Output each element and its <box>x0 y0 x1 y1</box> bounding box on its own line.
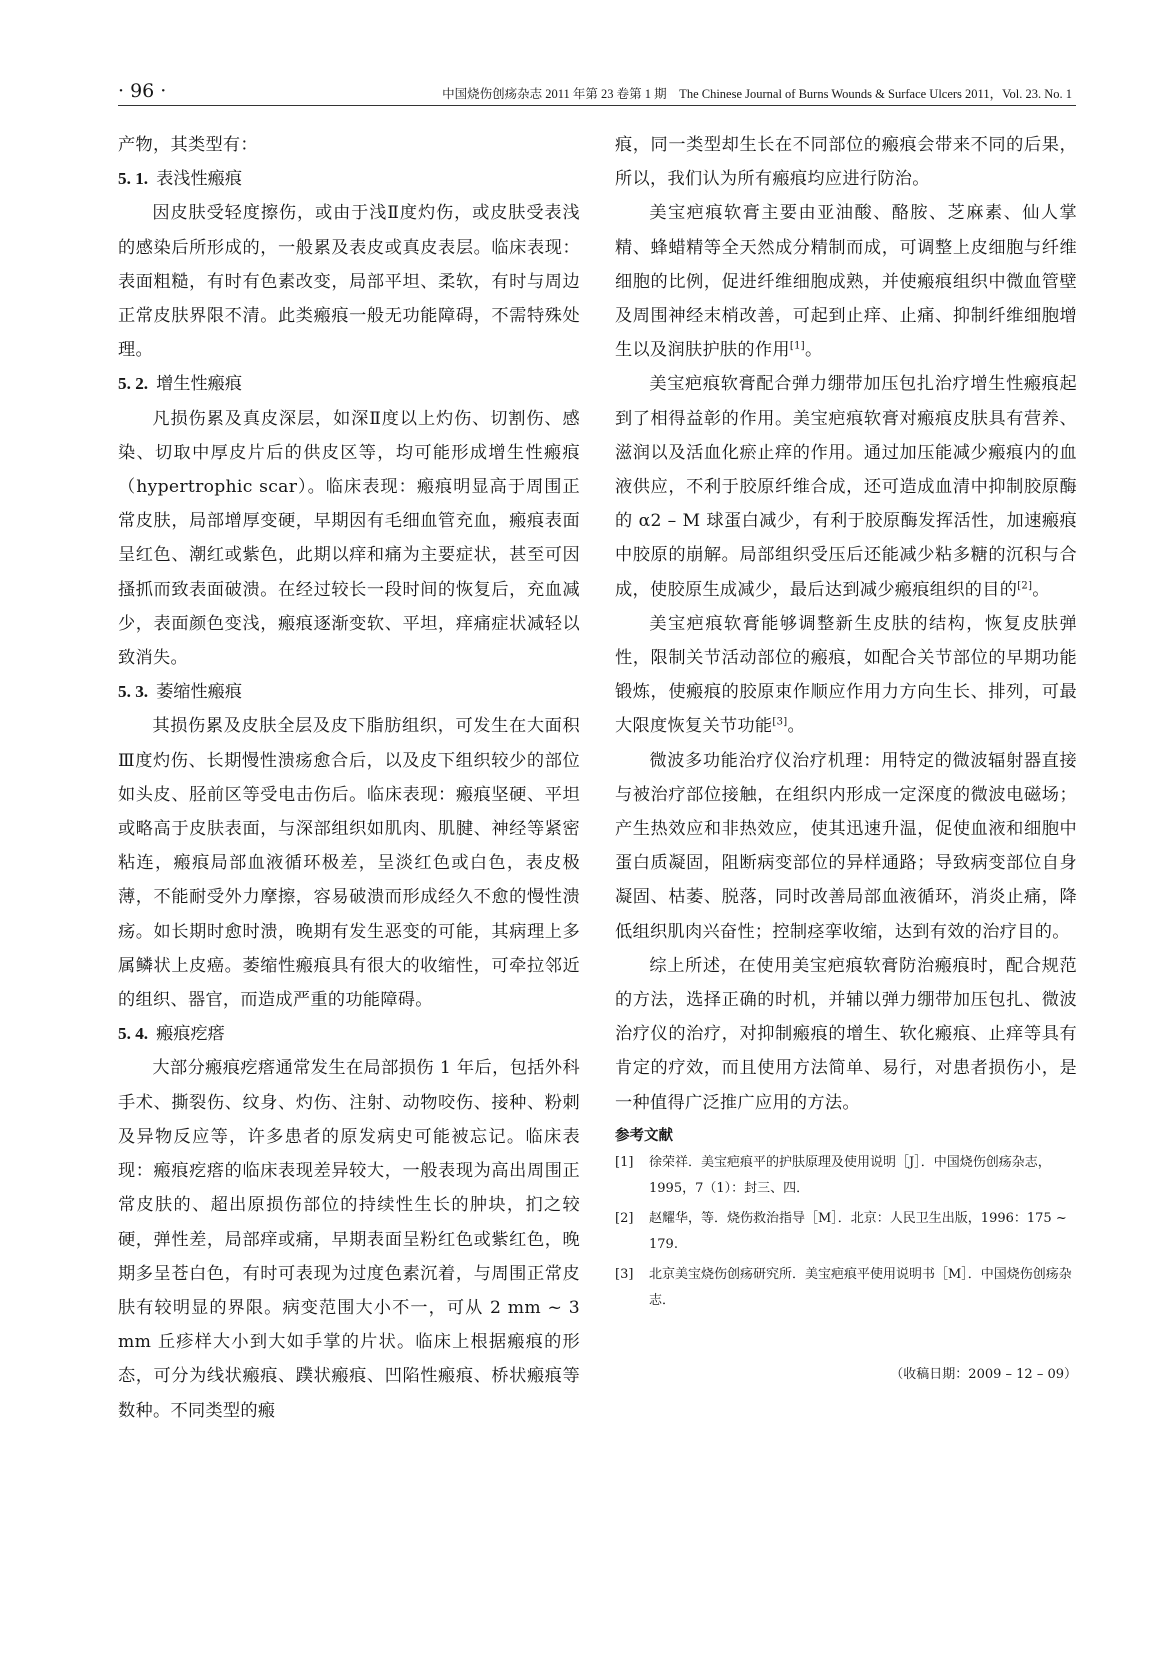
section-title: 萎缩性瘢痕 <box>156 682 243 703</box>
reference-text: 北京美宝烧伤创疡研究所．美宝疤痕平使用说明书［M］．中国烧伤创疡杂志． <box>649 1266 1072 1308</box>
section-heading <box>118 367 580 401</box>
received-date: （收稿日期：2009 – 12 – 09） <box>890 1366 1077 1382</box>
running-title: 中国烧伤创疡杂志 2011 年第 23 卷第 1 期 The Chinese Journal of Burns Wounds & Surface Ulcers 2011，Vol. 23. No. 1 <box>442 87 1072 101</box>
references-heading: 参考文献 <box>615 1126 673 1144</box>
reference-text: 赵耀华，等．烧伤救治指导［M］．北京：人民卫生出版，1996：175 ~ 179. <box>649 1210 1067 1252</box>
paragraph: 产物，其类型有： <box>118 135 258 155</box>
paragraph: 大部分瘢痕疙瘩通常发生在局部损伤 1 年后，包括外科手术、撕裂伤、纹身、灼伤、注射、动物咬伤、接种、粉刺及异物反应等，许多患者的原发病史可能被忘记。临床表现：瘢痕疙瘩的临床表现差异较大，一般表现为高出周围正常皮肤的、超出原损伤部位的持续性生长的肿块，扪之较硬，弹性差，局部痒或痛，早期表面呈粉红色或紫红色，晚期多呈苍白色，有时可表现为过度色素沉着，与周围正常皮肤有较明显的界限。病变范围大小不一，可从 2 mm ~ 3 mm 丘疹样大小到大如手掌的片状。临床上根据瘢痕的形态，可分为线状瘢痕、蹼状瘢痕、凹陷性瘢痕、桥状瘢痕等数种。不同类型的瘢 <box>118 1058 580 1421</box>
section-number: 5. 3. <box>118 682 149 702</box>
paragraph: 综上所述，在使用美宝疤痕软膏防治瘢痕时，配合规范的方法，选择正确的时机，并辅以弹力绷带加压包扎、微波治疗仪的治疗，对抑制瘢痕的增生、软化瘢痕、止痒等具有肯定的疗效，而且使用方法简单、易行，对患者损伤小，是一种值得广泛推广应用的方法。 <box>615 955 1077 1113</box>
paragraph <box>615 367 1077 606</box>
reference-number: [3] <box>615 1266 634 1282</box>
reference-item <box>615 1262 1077 1314</box>
paragraph <box>615 607 1077 744</box>
reference-number: [1] <box>615 1154 634 1170</box>
paragraph: 微波多功能治疗仪治疗机理：用特定的微波辐射器直接与被治疗部位接触，在组织内形成一定深度的微波电磁场；产生热效应和非热效应，使其迅速升温，促使血液和细胞中蛋白质凝固，阻断病变部位的异样通路；导致病变部位自身凝固、枯萎、脱落，同时改善局部血液循环，消炎止痛，降低组织肌肉兴奋性；控制痉挛收缩，达到有效的治疗目的。 <box>615 750 1077 942</box>
paragraph-text: 美宝疤痕软膏主要由亚油酸、酪胺、芝麻素、仙人掌精、蜂蜡精等全天然成分精制而成，可调整上皮细胞与纤维细胞的比例，促进纤维细胞成熟，并使瘢痕组织中微血管壁及周围神经末梢改善，可起到止痒、止痛、抑制纤维细胞增生以及润肤护肤的作用 <box>615 203 1077 361</box>
paragraph-text: 美宝疤痕软膏能够调整新生皮肤的结构，恢复皮肤弹性，限制关节活动部位的瘢痕，如配合关节部位的早期功能锻炼，使瘢痕的胶原束作顺应作用力方向生长、排列，可最大限度恢复关节功能 <box>615 613 1077 737</box>
section-number: 5. 4. <box>118 1024 149 1044</box>
section-heading <box>118 1017 580 1051</box>
section-title: 增生性瘢痕 <box>156 374 243 395</box>
page-number: · 96 · <box>118 80 167 102</box>
header-rule <box>118 105 1076 106</box>
section-heading <box>118 162 580 196</box>
paragraph: 痕，同一类型却生长在不同部位的瘢痕会带来不同的后果，所以，我们认为所有瘢痕均应进行防治。 <box>615 135 1077 190</box>
paragraph: 因皮肤受轻度擦伤，或由于浅Ⅱ度灼伤，或皮肤受表浅的感染后所形成的，一般累及表皮或真皮表层。临床表现：表面粗糙，有时有色素改变，局部平坦、柔软，有时与周边正常皮肤界限不清。此类瘢痕一般无功能障碍，不需特殊处理。 <box>118 203 580 361</box>
paragraph-end: 。 <box>787 716 805 737</box>
section-title: 表浅性瘢痕 <box>156 169 243 190</box>
right-column <box>615 128 1077 1388</box>
section-title: 瘢痕疙瘩 <box>156 1024 225 1045</box>
reference-item <box>615 1206 1077 1258</box>
section-number: 5. 2. <box>118 374 149 394</box>
reference-number: [2] <box>615 1210 634 1226</box>
citation: [1] <box>789 340 805 352</box>
reference-text: 徐荣祥．美宝疤痕平的护肤原理及使用说明［J］．中国烧伤创疡杂志，1995，7（1）：封三、四． <box>649 1154 1051 1196</box>
page-header <box>118 80 1072 108</box>
reference-item <box>615 1150 1077 1202</box>
citation: [2] <box>1017 579 1033 591</box>
paragraph-end: 。 <box>1032 579 1050 600</box>
paragraph-end: 。 <box>804 340 823 361</box>
paragraph <box>615 196 1077 367</box>
paragraph: 其损伤累及皮肤全层及皮下脂肪组织，可发生在大面积Ⅲ度灼伤、长期慢性溃疡愈合后，以及皮下组织较少的部位如头皮、胫前区等受电击伤后。临床表现：瘢痕坚硬、平坦或略高于皮肤表面，与深部组织如肌肉、肌腱、神经等紧密粘连，瘢痕局部血液循环极差，呈淡红色或白色，表皮极薄，不能耐受外力摩擦，容易破溃而形成经久不愈的慢性溃疡。如长期时愈时溃，晚期有发生恶变的可能，其病理上多属鳞状上皮癌。萎缩性瘢痕具有很大的收缩性，可牵拉邻近的组织、器官，而造成严重的功能障碍。 <box>118 716 580 1011</box>
section-heading <box>118 675 580 709</box>
section-number: 5. 1. <box>118 169 149 189</box>
left-column <box>118 128 580 1428</box>
paragraph: 凡损伤累及真皮深层，如深Ⅱ度以上灼伤、切割伤、感染、切取中厚皮片后的供皮区等，均可能形成增生性瘢痕（hypertrophic scar）。临床表现：瘢痕明显高于周围正常皮肤，局部增厚变硬，早期因有毛细血管充血，瘢痕表面呈红色、潮红或紫色，此期以痒和痛为主要症状，甚至可因搔抓而致表面破溃。在经过较长一段时间的恢复后，充血减少，表面颜色变浅，瘢痕逐渐变软、平坦，痒痛症状减轻以致消失。 <box>118 408 580 669</box>
citation: [3] <box>772 716 788 728</box>
paragraph-text: 美宝疤痕软膏配合弹力绷带加压包扎治疗增生性瘢痕起到了相得益彰的作用。美宝疤痕软膏对瘢痕皮肤具有营养、滋润以及活血化瘀止痒的作用。通过加压能减少瘢痕内的血液供应，不利于胶原纤维合成，还可造成血清中抑制胶原酶的 α2 – M 球蛋白减少，有利于胶原酶发挥活性，加速瘢痕中胶原的崩解。局部组织受压后还能减少粘多糖的沉积与合成，使胶原生成减少，最后达到减少瘢痕组织的目的 <box>615 374 1077 600</box>
